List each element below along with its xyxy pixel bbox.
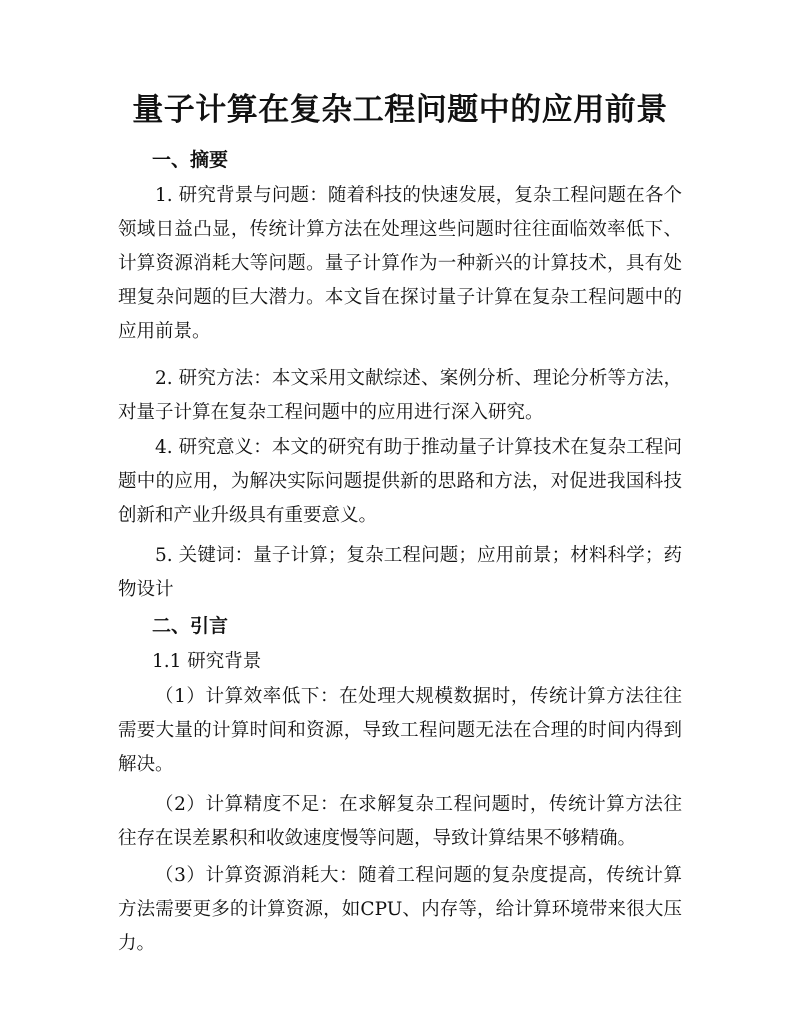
abstract-paragraph-method: 2. 研究方法：本文采用文献综述、案例分析、理论分析等方法，对量子计算在复杂工程问题中的应用进行深入研究。 <box>118 368 682 423</box>
section-heading-abstract: 一、摘要 <box>152 149 229 171</box>
subsection-heading-background: 1.1 研究背景 <box>152 651 262 672</box>
page-title: 量子计算在复杂工程问题中的应用前景 <box>132 92 668 128</box>
section-heading-introduction: 二、引言 <box>152 615 229 637</box>
abstract-paragraph-significance: 4. 研究意义：本文的研究有助于推动量子计算技术在复杂工程问题中的应用，为解决实际问题提供新的思路和方法，对促进我国科技创新和产业升级具有重要意义。 <box>118 437 682 526</box>
abstract-paragraph-background: 1. 研究背景与问题：随着科技的快速发展，复杂工程问题在各个领域日益凸显，传统计算方法在处理这些问题时往往面临效率低下、计算资源消耗大等问题。量子计算作为一种新兴的计算技术，具有处理复杂问题的巨大潜力。本文旨在探讨量子计算在复杂工程问题中的应用前景。 <box>118 185 682 342</box>
intro-paragraph-precision: （2）计算精度不足：在求解复杂工程问题时，传统计算方法往往存在误差累积和收敛速度慢等问题，导致计算结果不够精确。 <box>118 794 682 849</box>
intro-paragraph-efficiency: （1）计算效率低下：在处理大规模数据时，传统计算方法往往需要大量的计算时间和资源，导致工程问题无法在合理的时间内得到解决。 <box>118 686 682 775</box>
intro-paragraph-resources: （3）计算资源消耗大：随着工程问题的复杂度提高，传统计算方法需要更多的计算资源，如CPU、内存等，给计算环境带来很大压力。 <box>118 865 682 954</box>
abstract-paragraph-keywords: 5. 关键词：量子计算；复杂工程问题；应用前景；材料科学；药物设计 <box>118 545 682 600</box>
